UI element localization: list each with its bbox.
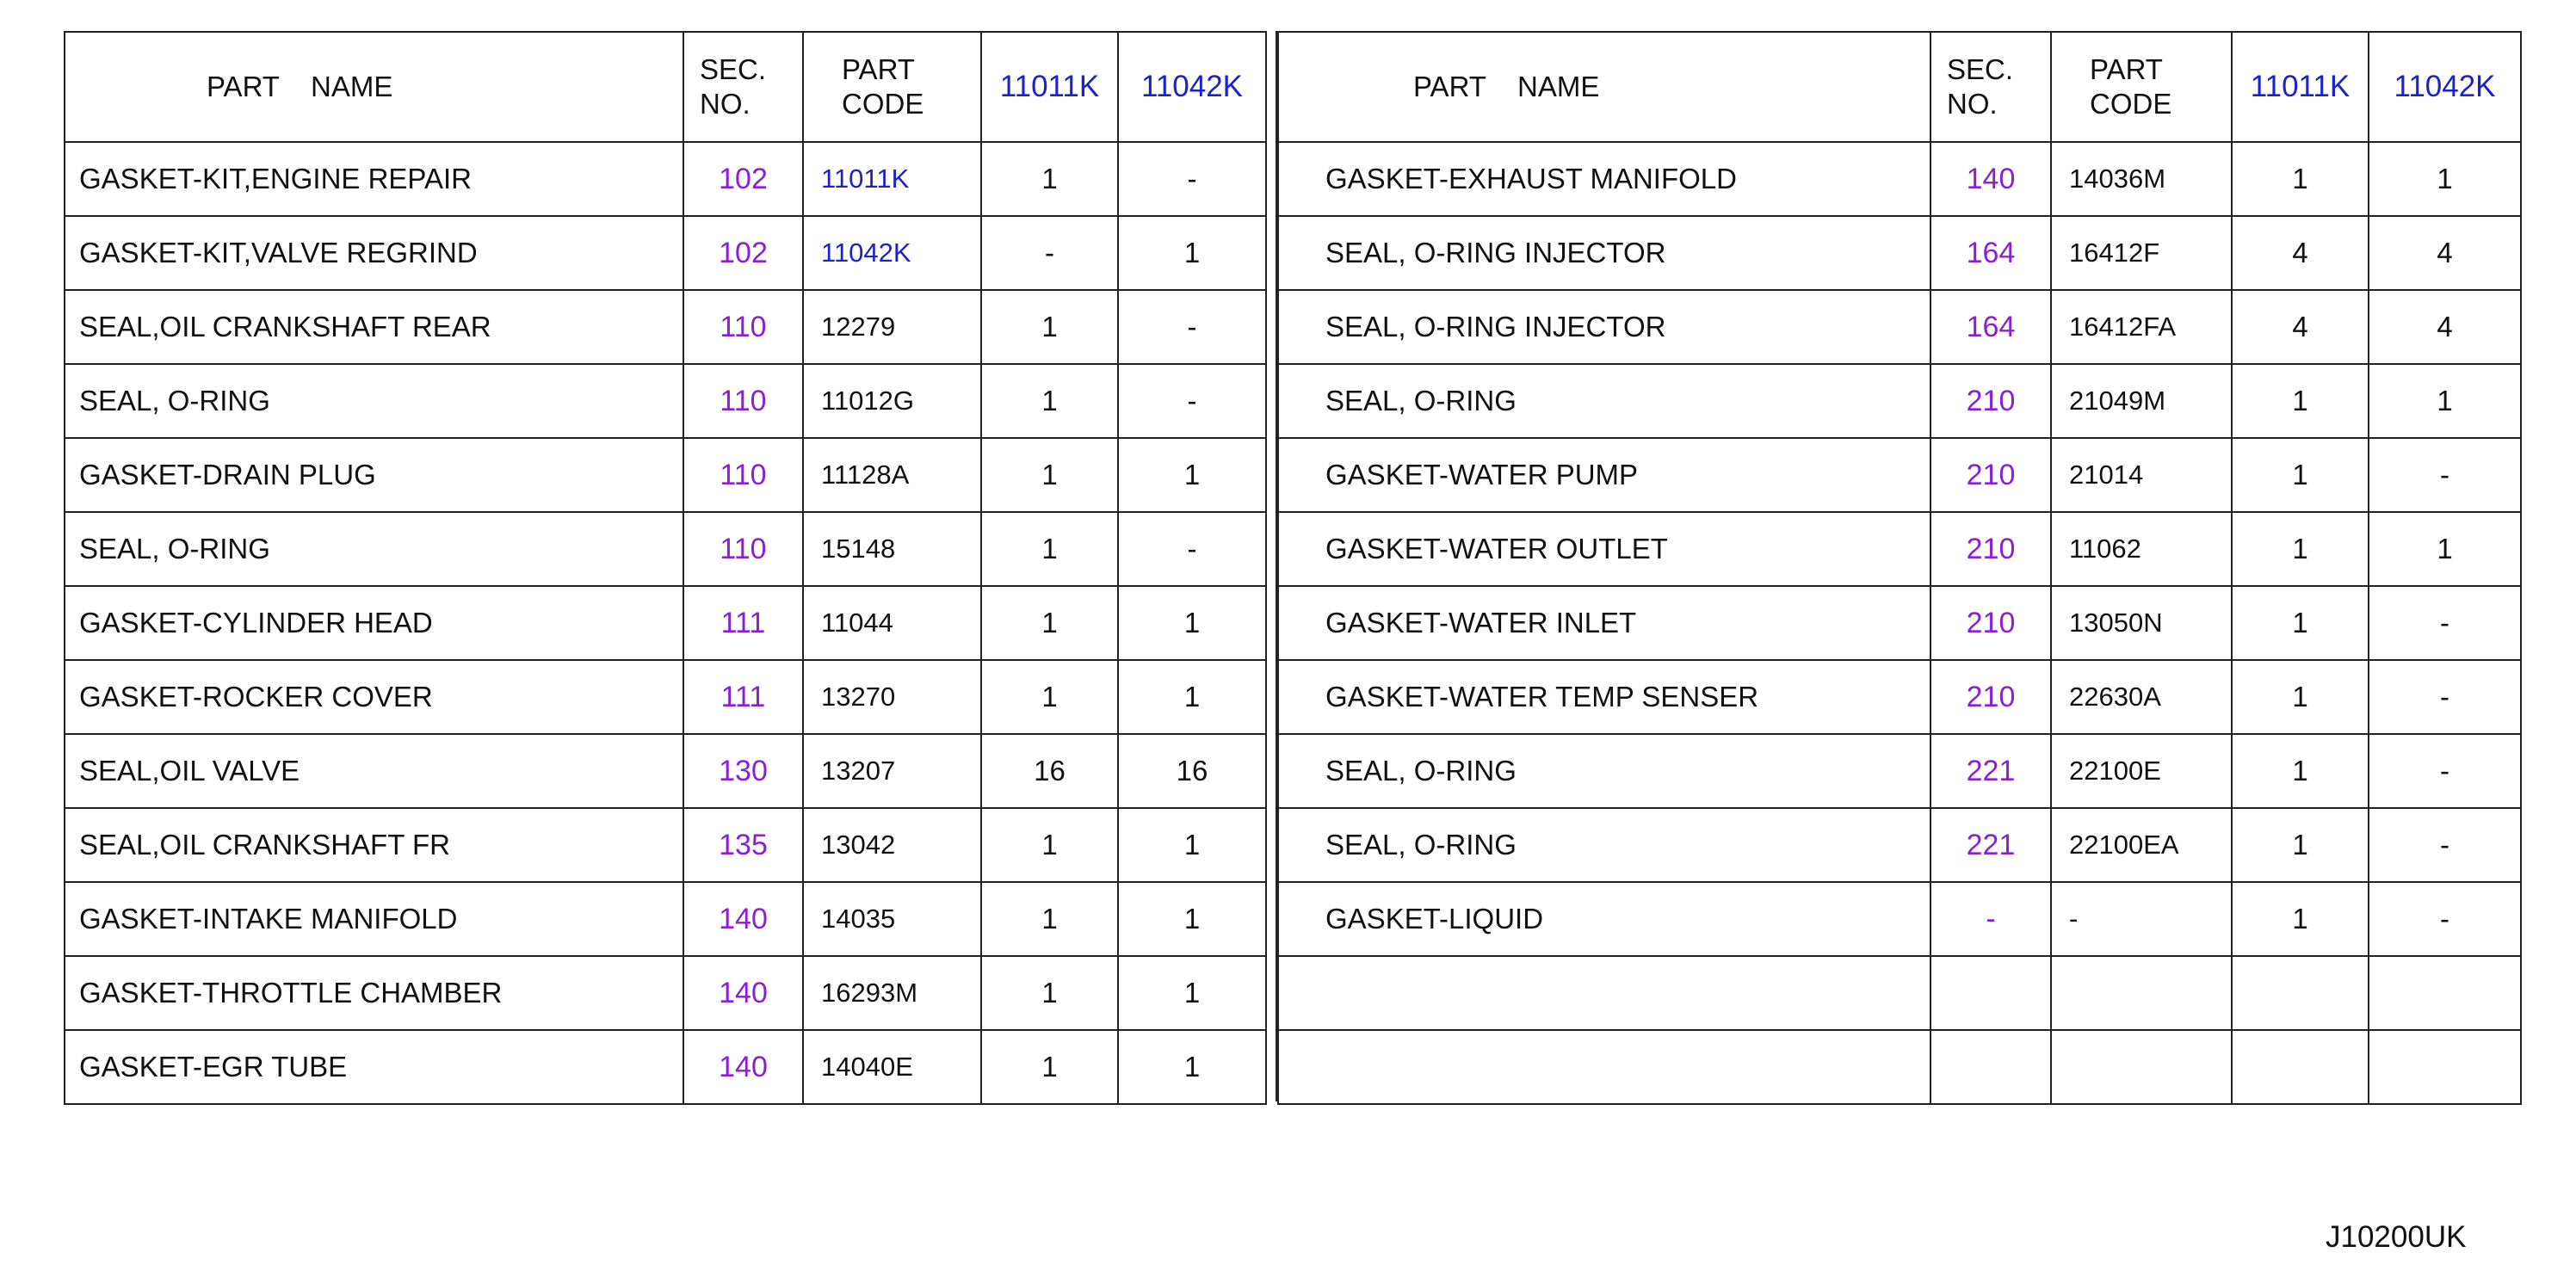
sec-no-cell: 210 (1930, 512, 2051, 586)
part-name-cell: SEAL, O-RING (1278, 364, 1930, 438)
table-row (1278, 290, 2521, 364)
part-name-cell: SEAL, O-RING (1278, 808, 1930, 882)
part-name-cell: GASKET-ROCKER COVER (65, 660, 683, 734)
table-row (65, 808, 1266, 882)
kit-11011k-qty-cell: 1 (2232, 808, 2369, 882)
part-name-cell (1278, 1030, 1930, 1104)
part-name-cell: SEAL, O-RING (65, 364, 683, 438)
table-row (65, 882, 1266, 956)
part-code-cell: 13207 (803, 734, 981, 808)
sec-no-header: SEC. NO. (683, 32, 803, 142)
kit-11042k-qty-cell: 4 (2369, 290, 2521, 364)
kit-11011k-qty-cell: 1 (981, 512, 1118, 586)
kit-11011k-qty-cell (2232, 1030, 2369, 1104)
header-row (65, 32, 1266, 142)
kit-11011k-qty-cell: 1 (2232, 142, 2369, 216)
part-code-cell: 22630A (2051, 660, 2232, 734)
sec-no-cell: 110 (683, 290, 803, 364)
kit-11042k-qty-cell: - (1118, 512, 1266, 586)
parts-table-left (64, 31, 1267, 1105)
part-name-cell: GASKET-WATER INLET (1278, 586, 1930, 660)
kit-11011k-qty-cell: 1 (981, 956, 1118, 1030)
part-code-header: PART CODE (803, 32, 981, 142)
kit-11011k-qty-cell: 1 (981, 882, 1118, 956)
part-name-cell: GASKET-EGR TUBE (65, 1030, 683, 1104)
sec-no-cell: 210 (1930, 438, 2051, 512)
sec-no-cell (1930, 956, 2051, 1030)
kit-11042k-qty-cell: 1 (2369, 512, 2521, 586)
part-name-cell: GASKET-DRAIN PLUG (65, 438, 683, 512)
table-row (65, 438, 1266, 512)
part-code-cell: 21049M (2051, 364, 2232, 438)
part-name-cell: GASKET-WATER TEMP SENSER (1278, 660, 1930, 734)
kit-11042k-qty-cell: 16 (1118, 734, 1266, 808)
kit-11011k-qty-cell: 1 (2232, 438, 2369, 512)
kit-11011k-qty-cell: 1 (981, 364, 1118, 438)
kit-11011k-qty-cell: 1 (2232, 660, 2369, 734)
sec-no-cell: 164 (1930, 216, 2051, 290)
kit-11011k-qty-cell: 1 (981, 586, 1118, 660)
part-code-cell: 13042 (803, 808, 981, 882)
sec-no-cell: 135 (683, 808, 803, 882)
kit-11042k-qty-cell: 1 (2369, 364, 2521, 438)
table-row (1278, 438, 2521, 512)
kit-11011k-header: 11011K (981, 32, 1118, 142)
part-name-cell: SEAL,OIL CRANKSHAFT REAR (65, 290, 683, 364)
kit-11011k-qty-cell: 1 (981, 438, 1118, 512)
part-name-cell: SEAL,OIL CRANKSHAFT FR (65, 808, 683, 882)
sec-no-cell: 164 (1930, 290, 2051, 364)
sec-no-cell: 140 (683, 882, 803, 956)
part-name-cell: GASKET-KIT,ENGINE REPAIR (65, 142, 683, 216)
table-row (65, 660, 1266, 734)
part-code-header: PART CODE (2051, 32, 2232, 142)
kit-11042k-qty-cell: - (2369, 660, 2521, 734)
table-row (65, 364, 1266, 438)
table-row (1278, 660, 2521, 734)
right-table-body (1278, 142, 2521, 1104)
sec-no-cell: 110 (683, 512, 803, 586)
kit-11042k-qty-cell: - (1118, 142, 1266, 216)
sec-no-cell: 210 (1930, 660, 2051, 734)
part-name-cell: GASKET-WATER OUTLET (1278, 512, 1930, 586)
kit-11011k-qty-cell: 1 (2232, 364, 2369, 438)
part-code-cell: 21014 (2051, 438, 2232, 512)
table-row (65, 956, 1266, 1030)
kit-11011k-qty-cell: 1 (981, 290, 1118, 364)
part-code-cell: 15148 (803, 512, 981, 586)
table-row (1278, 734, 2521, 808)
part-name-cell: SEAL, O-RING (65, 512, 683, 586)
sec-no-cell: 102 (683, 216, 803, 290)
kit-11042k-qty-cell: - (1118, 290, 1266, 364)
part-code-cell: 16293M (803, 956, 981, 1030)
kit-11011k-qty-cell: 1 (981, 1030, 1118, 1104)
kit-11011k-qty-cell: 1 (2232, 512, 2369, 586)
part-code-cell: 11011K (803, 142, 981, 216)
kit-11042k-qty-cell: 1 (1118, 956, 1266, 1030)
kit-11042k-qty-cell: - (2369, 734, 2521, 808)
left-table-body (65, 142, 1266, 1104)
sec-no-cell: 102 (683, 142, 803, 216)
table-row (65, 512, 1266, 586)
sec-no-cell: 210 (1930, 586, 2051, 660)
part-code-cell: 11042K (803, 216, 981, 290)
table-row (65, 734, 1266, 808)
kit-11042k-qty-cell: 1 (1118, 438, 1266, 512)
sec-no-header: SEC. NO. (1930, 32, 2051, 142)
sec-no-cell: 140 (683, 1030, 803, 1104)
part-name-cell: SEAL, O-RING (1278, 734, 1930, 808)
part-code-cell: 12279 (803, 290, 981, 364)
parts-table-right (1277, 31, 2522, 1105)
kit-11042k-qty-cell (2369, 1030, 2521, 1104)
kit-11011k-qty-cell: 1 (2232, 882, 2369, 956)
part-name-header: PART NAME (65, 32, 683, 142)
kit-11011k-qty-cell: 1 (981, 660, 1118, 734)
part-code-cell: 13050N (2051, 586, 2232, 660)
table-row (1278, 586, 2521, 660)
kit-11042k-qty-cell: 1 (1118, 882, 1266, 956)
part-code-cell: 11044 (803, 586, 981, 660)
sec-no-cell (1930, 1030, 2051, 1104)
part-code-cell: 22100EA (2051, 808, 2232, 882)
kit-11042k-qty-cell: 1 (1118, 216, 1266, 290)
table-row (65, 1030, 1266, 1104)
part-name-cell: SEAL, O-RING INJECTOR (1278, 216, 1930, 290)
table-row (1278, 364, 2521, 438)
part-name-cell: SEAL, O-RING INJECTOR (1278, 290, 1930, 364)
part-code-cell: 11012G (803, 364, 981, 438)
part-code-cell (2051, 1030, 2232, 1104)
kit-11042k-qty-cell: 4 (2369, 216, 2521, 290)
table-divider (1265, 31, 1277, 1101)
table-row (1278, 142, 2521, 216)
sec-no-cell: 110 (683, 364, 803, 438)
kit-11042k-qty-cell: 1 (1118, 808, 1266, 882)
part-name-header: PART NAME (1278, 32, 1930, 142)
table-row (1278, 808, 2521, 882)
sec-no-cell: 210 (1930, 364, 2051, 438)
kit-11042k-header: 11042K (2369, 32, 2521, 142)
kit-11011k-qty-cell (2232, 956, 2369, 1030)
kit-11011k-header: 11011K (2232, 32, 2369, 142)
part-name-cell (1278, 956, 1930, 1030)
parts-sheet (64, 31, 2520, 1101)
kit-11042k-qty-cell: 1 (1118, 1030, 1266, 1104)
part-name-cell: GASKET-INTAKE MANIFOLD (65, 882, 683, 956)
part-code-cell: 11128A (803, 438, 981, 512)
kit-11042k-qty-cell: - (2369, 882, 2521, 956)
kit-11011k-qty-cell: - (981, 216, 1118, 290)
sec-no-cell: 110 (683, 438, 803, 512)
part-code-cell: - (2051, 882, 2232, 956)
sec-no-cell: 111 (683, 660, 803, 734)
table-row (65, 290, 1266, 364)
part-name-cell: GASKET-THROTTLE CHAMBER (65, 956, 683, 1030)
part-code-cell: 14035 (803, 882, 981, 956)
kit-11042k-qty-cell: - (2369, 586, 2521, 660)
kit-11011k-qty-cell: 1 (981, 142, 1118, 216)
part-code-cell: 11062 (2051, 512, 2232, 586)
part-name-cell: SEAL,OIL VALVE (65, 734, 683, 808)
sec-no-cell: 111 (683, 586, 803, 660)
table-row (65, 586, 1266, 660)
kit-11011k-qty-cell: 16 (981, 734, 1118, 808)
kit-11042k-qty-cell: - (2369, 808, 2521, 882)
sec-no-cell: 221 (1930, 734, 2051, 808)
sec-no-cell: 221 (1930, 808, 2051, 882)
header-row (1278, 32, 2521, 142)
sec-no-cell: 140 (683, 956, 803, 1030)
kit-11042k-qty-cell: 1 (1118, 660, 1266, 734)
part-code-cell: 16412FA (2051, 290, 2232, 364)
table-row (1278, 216, 2521, 290)
kit-11011k-qty-cell: 1 (981, 808, 1118, 882)
sec-no-cell: 130 (683, 734, 803, 808)
table-row (1278, 882, 2521, 956)
kit-11011k-qty-cell: 4 (2232, 216, 2369, 290)
part-code-cell: 14036M (2051, 142, 2232, 216)
part-code-cell (2051, 956, 2232, 1030)
table-row (1278, 512, 2521, 586)
part-code-cell: 14040E (803, 1030, 981, 1104)
sec-no-cell: - (1930, 882, 2051, 956)
part-name-cell: GASKET-WATER PUMP (1278, 438, 1930, 512)
kit-11042k-qty-cell (2369, 956, 2521, 1030)
part-code-cell: 22100E (2051, 734, 2232, 808)
drawing-id: J10200UK (2326, 1220, 2467, 1254)
part-code-cell: 16412F (2051, 216, 2232, 290)
part-name-cell: GASKET-EXHAUST MANIFOLD (1278, 142, 1930, 216)
table-row (65, 142, 1266, 216)
kit-11042k-qty-cell: 1 (2369, 142, 2521, 216)
part-name-cell: GASKET-CYLINDER HEAD (65, 586, 683, 660)
part-name-cell: GASKET-KIT,VALVE REGRIND (65, 216, 683, 290)
kit-11042k-qty-cell: - (2369, 438, 2521, 512)
table-row (1278, 956, 2521, 1030)
kit-11011k-qty-cell: 4 (2232, 290, 2369, 364)
sec-no-cell: 140 (1930, 142, 2051, 216)
kit-11042k-qty-cell: - (1118, 364, 1266, 438)
table-row (65, 216, 1266, 290)
table-row (1278, 1030, 2521, 1104)
kit-11011k-qty-cell: 1 (2232, 734, 2369, 808)
kit-11042k-qty-cell: 1 (1118, 586, 1266, 660)
part-name-cell: GASKET-LIQUID (1278, 882, 1930, 956)
kit-11042k-header: 11042K (1118, 32, 1266, 142)
part-code-cell: 13270 (803, 660, 981, 734)
kit-11011k-qty-cell: 1 (2232, 586, 2369, 660)
